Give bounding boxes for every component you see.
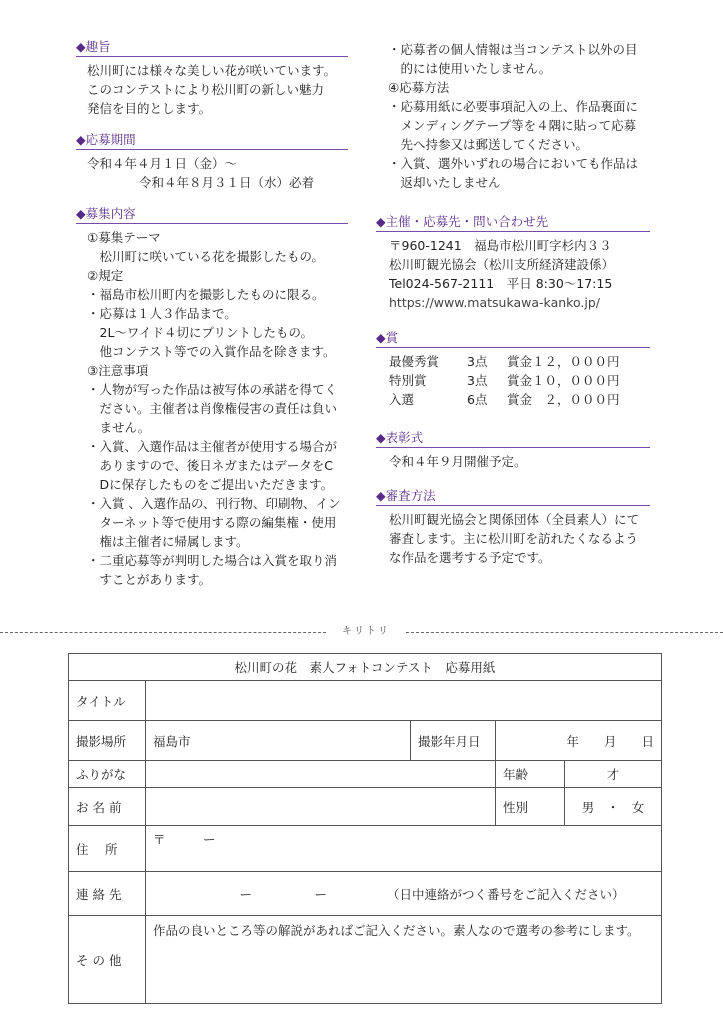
cut-line <box>0 624 723 640</box>
awards-heading: ◆賞 <box>376 329 650 348</box>
content-lines <box>76 228 348 589</box>
phone-value: ー ー <box>239 886 327 902</box>
content-heading: ◆募集内容 <box>76 205 348 224</box>
other-field[interactable]: 作品の良いところ等の解説があればご記入ください。素人なので選考の参考にします。 <box>146 916 662 1004</box>
award-row <box>389 390 650 409</box>
judging-section <box>376 487 650 567</box>
judging-heading: ◆審査方法 <box>376 487 650 506</box>
content-line: ①募集テーマ <box>87 230 161 245</box>
phone-label: 連 絡 先 <box>69 872 146 916</box>
note-line: 返却いたしません <box>388 175 501 190</box>
contact-heading: ◆主催・応募先・問い合わせ先 <box>376 213 650 232</box>
content-line: 権は主催者に帰属します。 <box>87 534 249 549</box>
contact-address: 〒960-1241 福島市松川町字杉内３３ <box>389 238 612 253</box>
address-label: 住 所 <box>69 826 146 872</box>
location-field[interactable]: 福島市 <box>146 721 411 761</box>
purpose-heading: ◆趣旨 <box>76 38 348 57</box>
period-end: 令和４年８月３１日（水）必着 <box>139 175 315 190</box>
content-line: 2L～ワイド４切にプリントしたもの。 <box>87 325 314 340</box>
note-line: メンディングテープ等を４隅に貼って応募 <box>388 118 637 133</box>
phone-note: （日中連絡がつく番号をご記入ください） <box>387 886 625 902</box>
award-row <box>389 352 650 371</box>
name-field[interactable] <box>146 788 496 826</box>
purpose-line: 松川町には様々な美しい花が咲いています。 <box>87 63 337 78</box>
contact-section <box>376 213 650 312</box>
cut-dash-left <box>0 632 326 633</box>
award-count: 6点 <box>467 392 488 407</box>
content-line: 他コンテスト等での入賞作品を除きます。 <box>87 344 336 359</box>
phone-field[interactable] <box>146 872 662 916</box>
name-label: お 名 前 <box>69 788 146 826</box>
content-line: ②規定 <box>87 268 124 283</box>
note-line: ・入賞、選外いずれの場合においても作品は <box>388 156 639 171</box>
award-row <box>389 371 650 390</box>
content-line: Dに保存したものをご提出いただきます。 <box>87 477 334 492</box>
contact-org: 松川町観光協会（松川支所経済建設係） <box>389 257 615 272</box>
award-prize: 賞金１０，０００円 <box>507 373 620 388</box>
award-prize: 賞金 ２，０００円 <box>507 392 620 407</box>
content-line: ・入賞、入選作品は主催者が使用する場合が <box>87 439 338 454</box>
award-prize: 賞金１２，０００円 <box>507 354 620 369</box>
kana-field[interactable] <box>146 761 496 788</box>
ceremony-section <box>376 429 650 471</box>
content-line: すことがあります。 <box>87 572 212 587</box>
content-line: ません。 <box>87 420 151 435</box>
award-name: 特別賞 <box>389 373 427 388</box>
left-column <box>76 38 348 118</box>
title-field[interactable] <box>146 681 662 721</box>
awards-section <box>376 329 650 409</box>
contact-tel: Tel024-567-2111 平日 8:30～17:15 <box>389 276 613 291</box>
content-line: ・応募は１人３作品まで。 <box>87 306 237 321</box>
purpose-line: 発信を目的とします。 <box>87 101 212 116</box>
note-line: ・応募用紙に必要事項記入の上、作品裏面に <box>388 99 639 114</box>
date-field[interactable]: 年 月 日 <box>496 721 662 761</box>
location-label: 撮影場所 <box>69 721 146 761</box>
award-count: 3点 <box>467 354 488 369</box>
other-label: そ の 他 <box>69 916 146 1004</box>
period-section <box>76 131 348 192</box>
application-form <box>68 653 662 1004</box>
content-line: ・福島市松川町内を撮影したものに限る。 <box>87 287 325 302</box>
content-line: ・人物が写った作品は被写体の承諾を得てく <box>87 382 338 397</box>
note-line: 先へ持参又は郵送してください。 <box>388 137 589 152</box>
award-count: 3点 <box>467 373 488 388</box>
content-line: 松川町に咲いている花を撮影したもの。 <box>87 249 325 264</box>
content-line: ・二重応募等が判明した場合は入賞を取り消 <box>87 553 338 568</box>
period-start: 令和４年４月１日（金）～ <box>87 156 238 171</box>
judging-line: な作品を選考する予定です。 <box>389 550 551 565</box>
notes-continued <box>388 40 660 192</box>
title-label: タイトル <box>69 681 146 721</box>
age-label: 年齢 <box>496 761 565 788</box>
form-title: 松川町の花 素人フォトコンテスト 応募用紙 <box>69 654 662 681</box>
gender-field[interactable]: 男 ・ 女 <box>565 788 662 826</box>
gender-label: 性別 <box>496 788 565 826</box>
note-line: ・応募者の個人情報は当コンテスト以外の目 <box>388 42 638 57</box>
content-line: ③注意事項 <box>87 363 149 378</box>
judging-line: 松川町観光協会と関係団体（全員素人）にて <box>389 512 640 527</box>
cut-dash-right <box>406 632 723 633</box>
date-label: 撮影年月日 <box>411 721 496 761</box>
content-section <box>76 205 348 589</box>
award-name: 最優秀賞 <box>389 354 440 369</box>
content-line: ターネット等で使用する際の編集権・使用 <box>87 515 337 530</box>
judging-line: 審査します。主に松川町を訪れたくなるよう <box>389 531 639 546</box>
ceremony-heading: ◆表彰式 <box>376 429 650 448</box>
award-name: 入選 <box>389 392 415 407</box>
address-field[interactable]: 〒 ー <box>146 826 662 872</box>
purpose-line: このコンテストにより松川町の新しい魅力 <box>87 82 325 97</box>
note-line: ④応募方法 <box>388 80 450 95</box>
kana-label: ふりがな <box>69 761 146 788</box>
note-line: 的には使用いたしません。 <box>388 61 552 76</box>
cut-label: キリトリ <box>342 626 390 637</box>
content-line: ださい。主催者は肖像権侵害の責任は負い <box>87 401 338 416</box>
age-field[interactable]: 才 <box>565 761 662 788</box>
content-line: ・入賞 、入選作品の、刊行物、印刷物、イン <box>87 496 341 511</box>
contact-url: https://www.matsukawa-kanko.jp/ <box>389 295 600 310</box>
content-line: ありますので、後日ネガまたはデータをC <box>87 458 333 473</box>
period-heading: ◆応募期間 <box>76 131 348 150</box>
ceremony-text: 令和４年９月開催予定。 <box>389 454 527 469</box>
